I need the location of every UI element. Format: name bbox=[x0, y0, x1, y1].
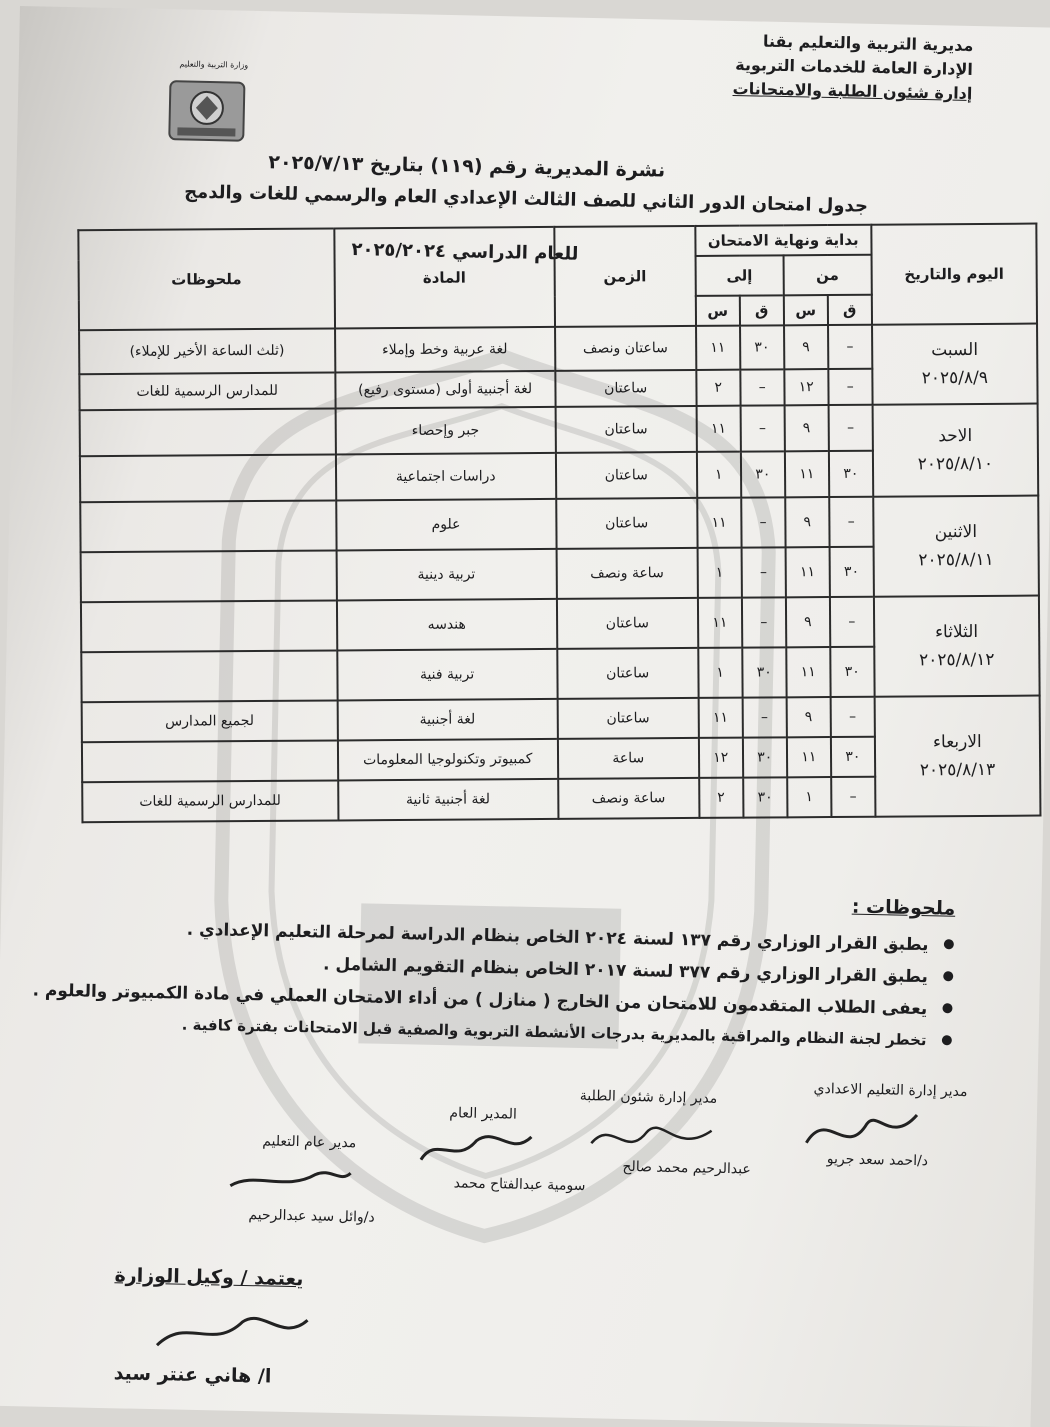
day-date: ٢٠٢٥/٨/١٠ bbox=[917, 453, 994, 475]
to-minute: – bbox=[741, 497, 785, 547]
note bbox=[80, 408, 336, 456]
note bbox=[82, 740, 338, 782]
to-hour: ١١ bbox=[698, 698, 742, 738]
from-hour: ٩ bbox=[784, 405, 828, 451]
notes-list bbox=[31, 916, 954, 1061]
from-hour: ٩ bbox=[786, 697, 830, 737]
table-row bbox=[81, 596, 1039, 653]
header-student-affairs: إدارة شئون الطلبة والامتحانات bbox=[732, 78, 973, 103]
duration: ساعتان bbox=[555, 370, 696, 407]
header-start-end: بداية ونهاية الامتحان bbox=[695, 225, 871, 256]
notes-title: ملحوظات : bbox=[851, 895, 956, 920]
table-row bbox=[80, 404, 1038, 457]
to-minute: – bbox=[742, 697, 786, 737]
header-to-hour: س bbox=[696, 296, 740, 326]
subject: دراسات اجتماعية bbox=[335, 453, 556, 501]
table-row bbox=[80, 496, 1038, 553]
note bbox=[80, 454, 336, 502]
to-hour: ١ bbox=[697, 548, 741, 598]
from-hour: ١ bbox=[787, 777, 831, 817]
day-cell bbox=[874, 596, 1040, 697]
subject: تربية دينية bbox=[336, 549, 557, 601]
to-hour: ١ bbox=[698, 648, 742, 698]
list-item: ● يطبق القرار الوزاري رقم ٣٧٧ لسنة ٢٠١٧ الخاص بنظام التقويم الشامل . bbox=[33, 948, 954, 987]
header-to-minute: ق bbox=[740, 295, 784, 325]
subject: جبر وإحصاء bbox=[335, 407, 556, 455]
to-hour: ١١ bbox=[697, 498, 741, 548]
to-minute: – bbox=[741, 547, 785, 597]
to-minute: ٣٠ bbox=[743, 737, 787, 777]
affairs-director-title: مدير إدارة شئون الطلبة bbox=[579, 1087, 718, 1107]
from-minute: – bbox=[830, 697, 874, 737]
day-name: الاربعاء bbox=[932, 731, 982, 753]
schedule-title: جدول امتحان الدور الثاني للصف الثالث الإعدادي العام والرسمي للغات والدمج bbox=[183, 181, 869, 217]
header-notes: ملحوظات bbox=[78, 228, 334, 330]
duration: ساعتان bbox=[557, 648, 698, 699]
to-minute: ٣٠ bbox=[743, 777, 787, 817]
day-name: السبت bbox=[931, 339, 979, 361]
day-cell bbox=[873, 496, 1039, 597]
day-name: الاحد bbox=[938, 426, 973, 447]
day-cell bbox=[874, 696, 1040, 817]
day-date: ٢٠٢٥/٨/٩ bbox=[921, 367, 988, 389]
header-to: إلى bbox=[695, 255, 783, 296]
note bbox=[80, 500, 336, 552]
from-hour: ٩ bbox=[785, 497, 829, 547]
to-hour: ٢ bbox=[699, 778, 743, 818]
duration: ساعتان bbox=[556, 452, 697, 499]
subject: علوم bbox=[336, 499, 557, 551]
from-minute: – bbox=[831, 777, 875, 817]
subject: كمبيوتر وتكنولوجيا المعلومات bbox=[337, 739, 557, 781]
subject: لغة أجنبية ثانية bbox=[338, 779, 558, 821]
to-hour: ١١ bbox=[696, 326, 740, 370]
note: لجميع المدارس bbox=[82, 700, 338, 742]
day-date: ٢٠٢٥/٨/١٣ bbox=[919, 759, 996, 781]
affairs-director-name: عبدالرحيم محمد صالح bbox=[622, 1158, 751, 1178]
education-director-name: د/وائل سيد عبدالرحيم bbox=[248, 1207, 375, 1226]
duration: ساعة bbox=[558, 738, 699, 779]
list-item: ● تخطر لجنة النظام والمراقبة بالمديرية بدرجات الأنشطة التربوية والصفية قبل الامتحانات بفترة كافية . bbox=[32, 1012, 953, 1049]
from-minute: ٣٠ bbox=[829, 547, 873, 597]
from-minute: – bbox=[828, 369, 872, 405]
header-duration: الزمن bbox=[554, 226, 696, 327]
table-row bbox=[79, 324, 1037, 375]
prep-director-name: د/احمد سعد جريو bbox=[826, 1151, 929, 1170]
subject: لغة عربية وخط وإملاء bbox=[335, 327, 556, 373]
education-director-title: مدير عام التعليم bbox=[262, 1133, 357, 1152]
list-item: ● يعفى الطلاب المتقدمون للامتحان من الخارج ( منازل ) من أداء الامتحان العملي في مادة الكمبيوتر والعلوم . bbox=[32, 980, 953, 1019]
deputy-name: ا/ هاني عنتر سيد bbox=[113, 1362, 272, 1388]
day-date: ٢٠٢٥/٨/١١ bbox=[918, 549, 994, 571]
signature-mark-icon bbox=[796, 1103, 927, 1166]
prep-director-title: مدير إدارة التعليم الاعدادي bbox=[813, 1080, 968, 1101]
logo-caption: وزارة التربية والتعليم bbox=[179, 59, 249, 70]
signature-mark-icon bbox=[152, 1305, 313, 1358]
to-hour: ١ bbox=[697, 452, 741, 498]
academic-year: للعام الدراسي ٢٠٢٥/٢٠٢٤ bbox=[351, 238, 579, 265]
from-hour: ١١ bbox=[785, 547, 829, 597]
to-minute: ٣٠ bbox=[741, 451, 785, 497]
to-hour: ١١ bbox=[698, 598, 742, 648]
approval-label: يعتمد / وكيل الوزارة bbox=[114, 1264, 304, 1291]
duration: ساعة ونصف bbox=[558, 778, 699, 819]
from-hour: ٩ bbox=[784, 325, 828, 369]
header-from-minute: ق bbox=[828, 295, 872, 325]
header-subject: المادة bbox=[334, 227, 555, 329]
day-name: الثلاثاء bbox=[934, 621, 979, 643]
note bbox=[81, 650, 337, 702]
to-hour: ١٢ bbox=[699, 738, 743, 778]
from-minute: ٣٠ bbox=[829, 451, 873, 497]
duration: ساعتان bbox=[557, 698, 698, 739]
exam-schedule-table bbox=[77, 223, 1041, 824]
signature-mark-icon bbox=[225, 1161, 356, 1204]
signature-mark-icon bbox=[586, 1113, 717, 1164]
subject: تربية فنية bbox=[337, 649, 558, 701]
note: للمدارس الرسمية للغات bbox=[79, 372, 335, 410]
note: للمدارس الرسمية للغات bbox=[82, 780, 338, 822]
subject: لغة أجنبية bbox=[337, 699, 557, 741]
to-hour: ١١ bbox=[696, 406, 740, 452]
to-minute: – bbox=[740, 369, 784, 405]
bulletin-number: نشرة المديرية رقم (١١٩) بتاريخ ٢٠٢٥/٧/١٣ bbox=[268, 151, 666, 182]
day-cell bbox=[872, 404, 1038, 497]
subject: لغة أجنبية أولى (مستوى رفيع) bbox=[335, 371, 555, 409]
duration: ساعتان bbox=[556, 498, 697, 549]
note bbox=[81, 550, 337, 602]
ministry-seal-icon bbox=[165, 69, 249, 153]
from-hour: ١٢ bbox=[784, 369, 828, 405]
subject: هندسه bbox=[336, 599, 557, 651]
duration: ساعتان ونصف bbox=[555, 326, 696, 371]
duration: ساعتان bbox=[557, 598, 698, 649]
document-page bbox=[0, 6, 1050, 1427]
from-hour: ١١ bbox=[785, 451, 829, 497]
signature-mark-icon bbox=[416, 1125, 537, 1176]
list-item: ● يطبق القرار الوزاري رقم ١٣٧ لسنة ٢٠٢٤ الخاص بنظام الدراسة لمرحلة التعليم الإعدادي . bbox=[34, 916, 955, 955]
day-name: الاثنين bbox=[934, 521, 978, 543]
note: (ثلث الساعة الأخير للإملاء) bbox=[79, 328, 335, 374]
duration: ساعتان bbox=[555, 406, 696, 453]
from-hour: ٩ bbox=[786, 597, 830, 647]
from-minute: ٣٠ bbox=[830, 647, 874, 697]
to-minute: – bbox=[742, 597, 786, 647]
to-minute: ٣٠ bbox=[740, 325, 784, 369]
header-directorate: مديرية التربية والتعليم بقنا bbox=[762, 31, 974, 55]
from-minute: ٣٠ bbox=[831, 737, 875, 777]
note bbox=[81, 600, 337, 652]
from-hour: ١١ bbox=[787, 737, 831, 777]
duration: ساعة ونصف bbox=[556, 548, 697, 599]
header-general-admin: الإدارة العامة للخدمات التربوية bbox=[735, 54, 974, 79]
to-minute: ٣٠ bbox=[742, 647, 786, 697]
from-minute: – bbox=[830, 597, 874, 647]
header-from: من bbox=[783, 255, 871, 296]
general-director-name: سومية عبدالفتاح محمد bbox=[453, 1175, 586, 1195]
from-minute: – bbox=[828, 405, 872, 451]
from-minute: – bbox=[829, 497, 873, 547]
header-from-hour: س bbox=[784, 295, 828, 325]
day-cell bbox=[872, 324, 1038, 405]
to-hour: ٢ bbox=[696, 370, 740, 406]
header-day-date: اليوم والتاريخ bbox=[871, 224, 1037, 325]
to-minute: – bbox=[740, 405, 784, 451]
day-date: ٢٠٢٥/٨/١٢ bbox=[919, 649, 995, 671]
from-hour: ١١ bbox=[786, 647, 830, 697]
general-director-title: المدير العام bbox=[449, 1105, 518, 1123]
table-row bbox=[82, 696, 1040, 743]
from-minute: – bbox=[828, 325, 872, 369]
